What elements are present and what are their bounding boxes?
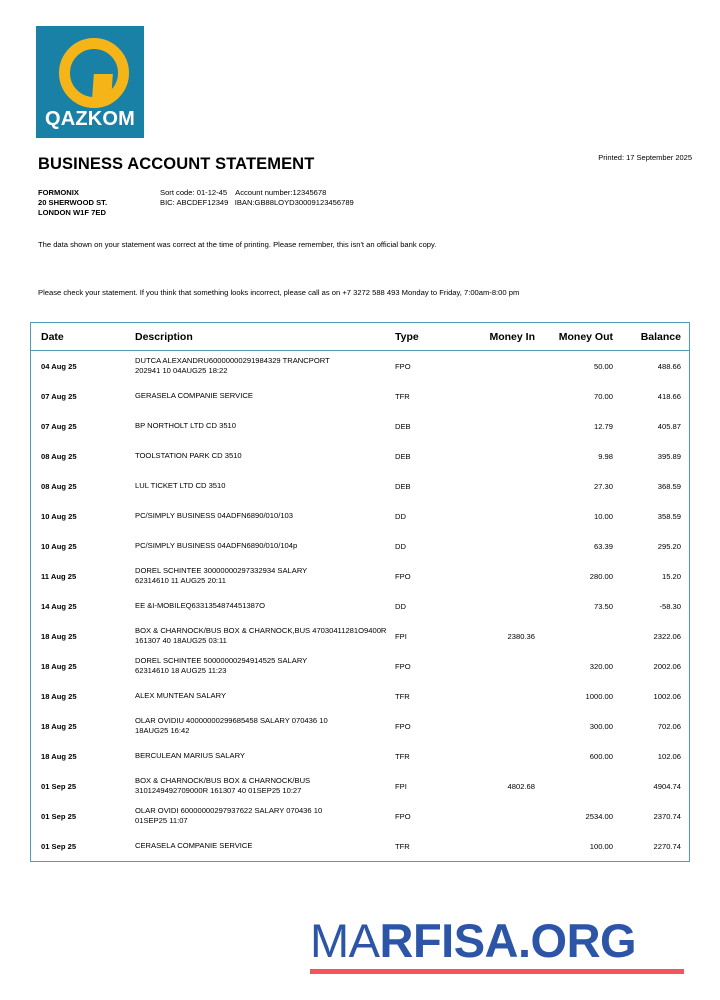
table-row (31, 351, 689, 381)
cell-money-out: 280.00 (589, 571, 613, 581)
cell-date: 01 Sep 25 (41, 781, 77, 791)
cell-date: 08 Aug 25 (41, 481, 77, 491)
cell-date: 10 Aug 25 (41, 541, 77, 551)
table-row (31, 441, 689, 471)
watermark-underline (310, 969, 684, 974)
cell-date: 18 Aug 25 (41, 631, 77, 641)
table-row (31, 501, 689, 531)
description-line-1: ALEX MUNTEAN SALARY (135, 691, 227, 700)
column-header-money-out: Money Out (558, 330, 613, 343)
sort-code-and-account-number: Sort code: 01-12-45 Account number:12345678 (160, 188, 327, 197)
cell-type: DD (395, 511, 406, 521)
cell-description (127, 691, 395, 701)
cell-type: TFR (395, 391, 410, 401)
description-line-2: 161307 40 18AUG25 03:11 (135, 636, 227, 645)
account-holder-address (38, 188, 107, 219)
cell-type: TFR (395, 751, 410, 761)
cell-money-out: 12.79 (593, 421, 613, 431)
description-line-2: 62314610 11 AUG25 20:11 (135, 576, 226, 585)
cell-description (127, 716, 395, 736)
table-row (31, 381, 689, 411)
address-line-2: LONDON W1F 7ED (38, 208, 106, 218)
cell-type: FPO (395, 661, 411, 671)
description-line-1: PC/SIMPLY BUSINESS 04ADFN6890/010/103 (135, 511, 294, 520)
cell-money-out: 63.39 (593, 541, 613, 551)
cell-money-out: 27.30 (593, 481, 613, 491)
table-row (31, 411, 689, 441)
cell-type: FPI (395, 631, 407, 641)
description-line-1: OLAR OVIDI 60000000297937622 SALARY 070436 10 (135, 806, 323, 815)
cell-balance: 2002.06 (653, 661, 681, 671)
table-row (31, 561, 689, 591)
table-row (31, 531, 689, 561)
table-row (31, 711, 689, 741)
cell-type: TFR (395, 841, 410, 851)
cell-money-out: 1000.00 (585, 691, 613, 701)
cell-description (127, 511, 395, 521)
description-line-1: GERASELA COMPANIE SERVICE (135, 391, 253, 400)
cell-type: FPI (395, 781, 407, 791)
address-line-1: 20 SHERWOOD ST. (38, 198, 108, 208)
cell-date: 14 Aug 25 (41, 601, 77, 611)
cell-description (127, 391, 395, 401)
cell-balance: 2322.06 (653, 631, 681, 641)
cell-type: DEB (395, 451, 411, 461)
description-line-2: 62314610 18 AUG25 11:23 (135, 666, 227, 675)
description-line-1: BOX & CHARNOCK/BUS BOX & CHARNOCK/BUS (135, 776, 311, 785)
table-row (31, 831, 689, 861)
cell-date: 18 Aug 25 (41, 751, 77, 761)
bic-and-iban: BIC: ABCDEF12349 IBAN:GB88LOYD30009123456789 (160, 198, 354, 208)
description-line-1: PC/SIMPLY BUSINESS 04ADFN6890/010/104p (135, 541, 298, 550)
table-header-row (31, 323, 689, 351)
description-line-1: BOX & CHARNOCK/BUS BOX & CHARNOCK,BUS 47030411281O9400R (135, 626, 387, 635)
cell-description (127, 751, 395, 761)
cell-balance: 395.89 (657, 451, 681, 461)
cell-balance: 702.06 (657, 721, 681, 731)
description-line-1: LUL TICKET LTD CD 3510 (135, 481, 226, 490)
cell-description (127, 806, 395, 826)
cell-balance: 2370.74 (653, 811, 681, 821)
transactions-table (30, 322, 690, 862)
cell-date: 07 Aug 25 (41, 391, 77, 401)
page-title: BUSINESS ACCOUNT STATEMENT (38, 155, 315, 173)
cell-type: DEB (395, 421, 411, 431)
cell-balance: 4904.74 (653, 781, 681, 791)
cell-money-out: 600.00 (589, 751, 613, 761)
account-details (160, 188, 354, 208)
cell-description (127, 841, 395, 851)
q-mark-icon (59, 38, 121, 100)
description-line-2: 3101249492709000R 161307 40 01SEP25 10:27 (135, 786, 302, 795)
cell-money-in: 4802.68 (507, 781, 535, 791)
cell-type: FPO (395, 721, 411, 731)
cell-money-out: 2534.00 (585, 811, 613, 821)
cell-balance: 358.59 (657, 511, 681, 521)
cell-date: 08 Aug 25 (41, 451, 77, 461)
column-header-description: Description (135, 330, 193, 343)
description-line-1: DOREL SCHINTEE 50000000294914525 SALARY (135, 656, 308, 665)
cell-balance: 295.20 (657, 541, 681, 551)
description-line-2: 202941 10 04AUG25 18:22 (135, 366, 228, 375)
cell-description (127, 481, 395, 491)
description-line-1: BERCULEAN MARIUS SALARY (135, 751, 246, 760)
cell-type: FPO (395, 361, 411, 371)
table-row (31, 801, 689, 831)
cell-date: 18 Aug 25 (41, 721, 77, 731)
cell-balance: 102.06 (657, 751, 681, 761)
table-row (31, 591, 689, 621)
description-line-1: CERASELA COMPANIE SERVICE (135, 841, 253, 850)
cell-date: 07 Aug 25 (41, 421, 77, 431)
table-body (31, 351, 689, 861)
cell-money-out: 320.00 (589, 661, 613, 671)
cell-money-out: 73.50 (593, 601, 613, 611)
cell-balance: 15.20 (661, 571, 681, 581)
table-row (31, 651, 689, 681)
cell-money-out: 70.00 (593, 391, 613, 401)
cell-description (127, 776, 395, 796)
marfisa-watermark (310, 915, 690, 974)
cell-money-out: 10.00 (593, 511, 613, 521)
cell-money-out: 300.00 (589, 721, 613, 731)
cell-balance: 368.59 (657, 481, 681, 491)
cell-type: TFR (395, 691, 410, 701)
cell-type: FPO (395, 811, 411, 821)
cell-balance: 418.66 (657, 391, 681, 401)
cell-date: 01 Sep 25 (41, 841, 77, 851)
description-line-1: EE &I-MOBILEQ6331354874451387O (135, 601, 266, 610)
cell-date: 18 Aug 25 (41, 691, 77, 701)
cell-balance: 405.87 (657, 421, 681, 431)
cell-description (127, 356, 395, 376)
column-header-type: Type (395, 330, 419, 343)
description-line-2: 18AUG25 16:42 (135, 726, 190, 735)
watermark-text-bold: RFISA.ORG (379, 914, 637, 967)
cell-balance: 1002.06 (653, 691, 681, 701)
table-row (31, 621, 689, 651)
cell-date: 11 Aug 25 (41, 571, 77, 581)
cell-description (127, 601, 395, 611)
printed-date: Printed: 17 September 2025 (598, 153, 692, 162)
cell-description (127, 626, 395, 646)
cell-description (127, 451, 395, 461)
table-row (31, 741, 689, 771)
watermark-text (310, 915, 690, 967)
logo-wordmark: QAZKOM (44, 108, 136, 130)
cell-type: DD (395, 541, 406, 551)
description-line-1: DUTCA ALEXANDRU60000000291984329 TRANCPORT (135, 356, 330, 365)
table-row (31, 471, 689, 501)
account-holder-name: FORMONIX (38, 188, 79, 197)
cell-money-out: 50.00 (593, 361, 613, 371)
cell-type: DD (395, 601, 406, 611)
cell-money-out: 100.00 (589, 841, 613, 851)
cell-money-in: 2380.36 (507, 631, 535, 641)
watermark-text-light: MA (310, 914, 380, 967)
contact-notice: Please check your statement. If you think that something looks incorrect, please call as on +7 3272 588 493 Monday to Friday, 7:00am-8:00 pm (38, 288, 520, 297)
description-line-1: TOOLSTATION PARK CD 3510 (135, 451, 242, 460)
cell-balance: 2270.74 (653, 841, 681, 851)
qazkom-logo (36, 26, 144, 138)
cell-date: 04 Aug 25 (41, 361, 77, 371)
cell-date: 10 Aug 25 (41, 511, 77, 521)
cell-description (127, 656, 395, 676)
cell-description (127, 541, 395, 551)
cell-description (127, 421, 395, 431)
column-header-balance: Balance (640, 330, 681, 343)
cell-date: 18 Aug 25 (41, 661, 77, 671)
cell-money-out: 9.98 (598, 451, 613, 461)
column-header-date: Date (41, 330, 64, 343)
table-row (31, 771, 689, 801)
description-line-1: BP NORTHOLT LTD CD 3510 (135, 421, 237, 430)
description-line-2: 01SEP25 11:07 (135, 816, 188, 825)
cell-date: 01 Sep 25 (41, 811, 77, 821)
column-header-money-in: Money In (489, 330, 535, 343)
description-line-1: DOREL SCHINTEE 30000000297332934 SALARY (135, 566, 308, 575)
table-row (31, 681, 689, 711)
cell-type: DEB (395, 481, 411, 491)
cell-type: FPO (395, 571, 411, 581)
printing-notice: The data shown on your statement was correct at the time of printing. Please remember, this isn't an official bank copy. (38, 240, 437, 249)
cell-balance: -58.30 (659, 601, 681, 611)
description-line-1: OLAR OVIDIU 40000000299685458 SALARY 070436 10 (135, 716, 328, 725)
cell-balance: 488.66 (657, 361, 681, 371)
cell-description (127, 566, 395, 586)
